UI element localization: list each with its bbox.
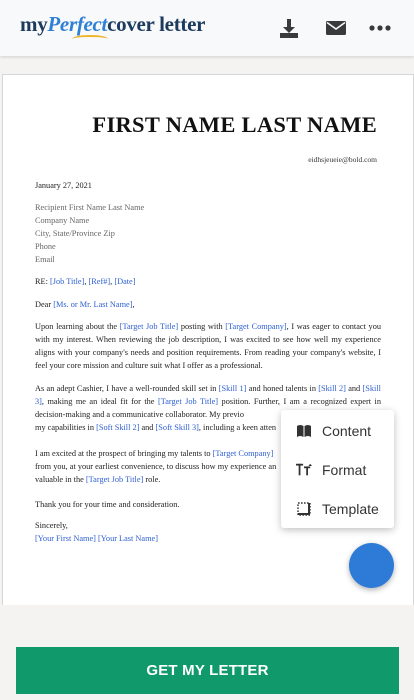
text: and: [139, 422, 156, 432]
text: valuable in the: [35, 474, 86, 484]
placeholder: [Ms. or Mr. Last Name]: [53, 300, 133, 309]
salutation-label: Dear: [35, 300, 54, 309]
edit-menu: [281, 410, 394, 528]
text: role.: [143, 474, 161, 484]
logo-cover-letter: cover letter: [107, 12, 206, 36]
letter-closing: Sincerely,: [35, 521, 68, 530]
recipient-line: City, State/Province Zip: [35, 228, 115, 238]
letter-email: eidhsjeueie@bold.com: [308, 155, 377, 164]
recipient-line: Email: [35, 254, 55, 264]
recipient-line: Recipient First Name Last Name: [35, 203, 145, 212]
placeholder: [Target Company]: [212, 449, 274, 458]
placeholder: [Skill 3]: [35, 384, 381, 406]
mail-icon[interactable]: [324, 16, 348, 40]
text: As an adept Cashier, I have a well-rounded skill set in: [35, 384, 219, 393]
letter-signature: [Your First Name] [Your Last Name]: [35, 534, 158, 543]
recipient-line: Phone: [35, 241, 56, 251]
text: posting with: [178, 322, 226, 331]
recipient-line: Company Name: [35, 215, 90, 225]
logo-swoosh: [72, 35, 108, 43]
placeholder: [Target Company]: [225, 322, 287, 331]
download-icon[interactable]: [277, 16, 301, 40]
placeholder: [Date]: [114, 277, 136, 286]
menu-item-label: Content: [322, 423, 372, 439]
logo[interactable]: [20, 12, 205, 37]
placeholder: [Skill 2]: [318, 384, 346, 393]
placeholder: [Target Job Title]: [157, 396, 219, 406]
menu-item-template[interactable]: [281, 490, 394, 528]
book-icon: [296, 423, 312, 439]
text: , making me an ideal fit for the: [41, 396, 158, 406]
template-icon: [296, 501, 312, 517]
text-size-icon: [296, 462, 312, 478]
get-my-letter-button[interactable]: GET MY LETTER: [16, 647, 399, 694]
text: Upon learning about the: [35, 322, 120, 331]
menu-item-content[interactable]: [281, 412, 394, 450]
re-label: RE:: [35, 277, 50, 286]
text: position. Further, I am a recognized expert in decision-making and a communicative collaborator. My previo: [35, 396, 381, 419]
letter-name: FIRST NAME LAST NAME: [92, 112, 377, 137]
paragraph-intro: [35, 321, 381, 373]
letter-date: January 27, 2021: [35, 181, 92, 190]
text: and: [345, 384, 363, 393]
text: I am excited at the prospect of bringing my talents to: [35, 449, 213, 458]
placeholder: [Soft Skill 2]: [96, 422, 140, 432]
placeholder: [Soft Skill 3]: [155, 422, 199, 432]
text: , I was eager to contact you with my interest. When reviewing the job description, I was excited to see how well my experience aligns with your company's needs and position requirements. From reading your company's website, I feel your core mission and culture suit what I offer as a professional.: [35, 322, 381, 370]
logo-my: my: [20, 12, 48, 36]
placeholder: [Ref#]: [88, 277, 111, 286]
logo-perfect: Perfect: [47, 12, 108, 36]
letter-thanks: Thank you for your time and consideration.: [35, 500, 180, 509]
text: and honed talents in: [246, 384, 319, 393]
app-header: [0, 0, 414, 56]
edit-fab-button[interactable]: [349, 543, 394, 588]
recipient-block: [35, 202, 144, 266]
text: from you, at your earliest convenience, to discuss how my experience an: [35, 461, 277, 471]
text: , including a keen atten: [198, 422, 277, 432]
text: my capabilities in: [35, 422, 97, 432]
menu-item-label: Template: [322, 501, 379, 517]
menu-item-format[interactable]: [281, 451, 394, 489]
placeholder: [Target Job Title]: [119, 322, 179, 331]
placeholder: [Target Job Title]: [85, 474, 144, 484]
more-icon[interactable]: [368, 16, 392, 40]
salutation: Dear [Ms. or Mr. Last Name],: [35, 300, 135, 309]
re-line: RE: [Job Title], [Ref#], [Date]: [35, 277, 136, 286]
placeholder: [Skill 1]: [218, 384, 247, 393]
placeholder: [Job Title]: [49, 277, 85, 286]
menu-item-label: Format: [322, 462, 367, 478]
